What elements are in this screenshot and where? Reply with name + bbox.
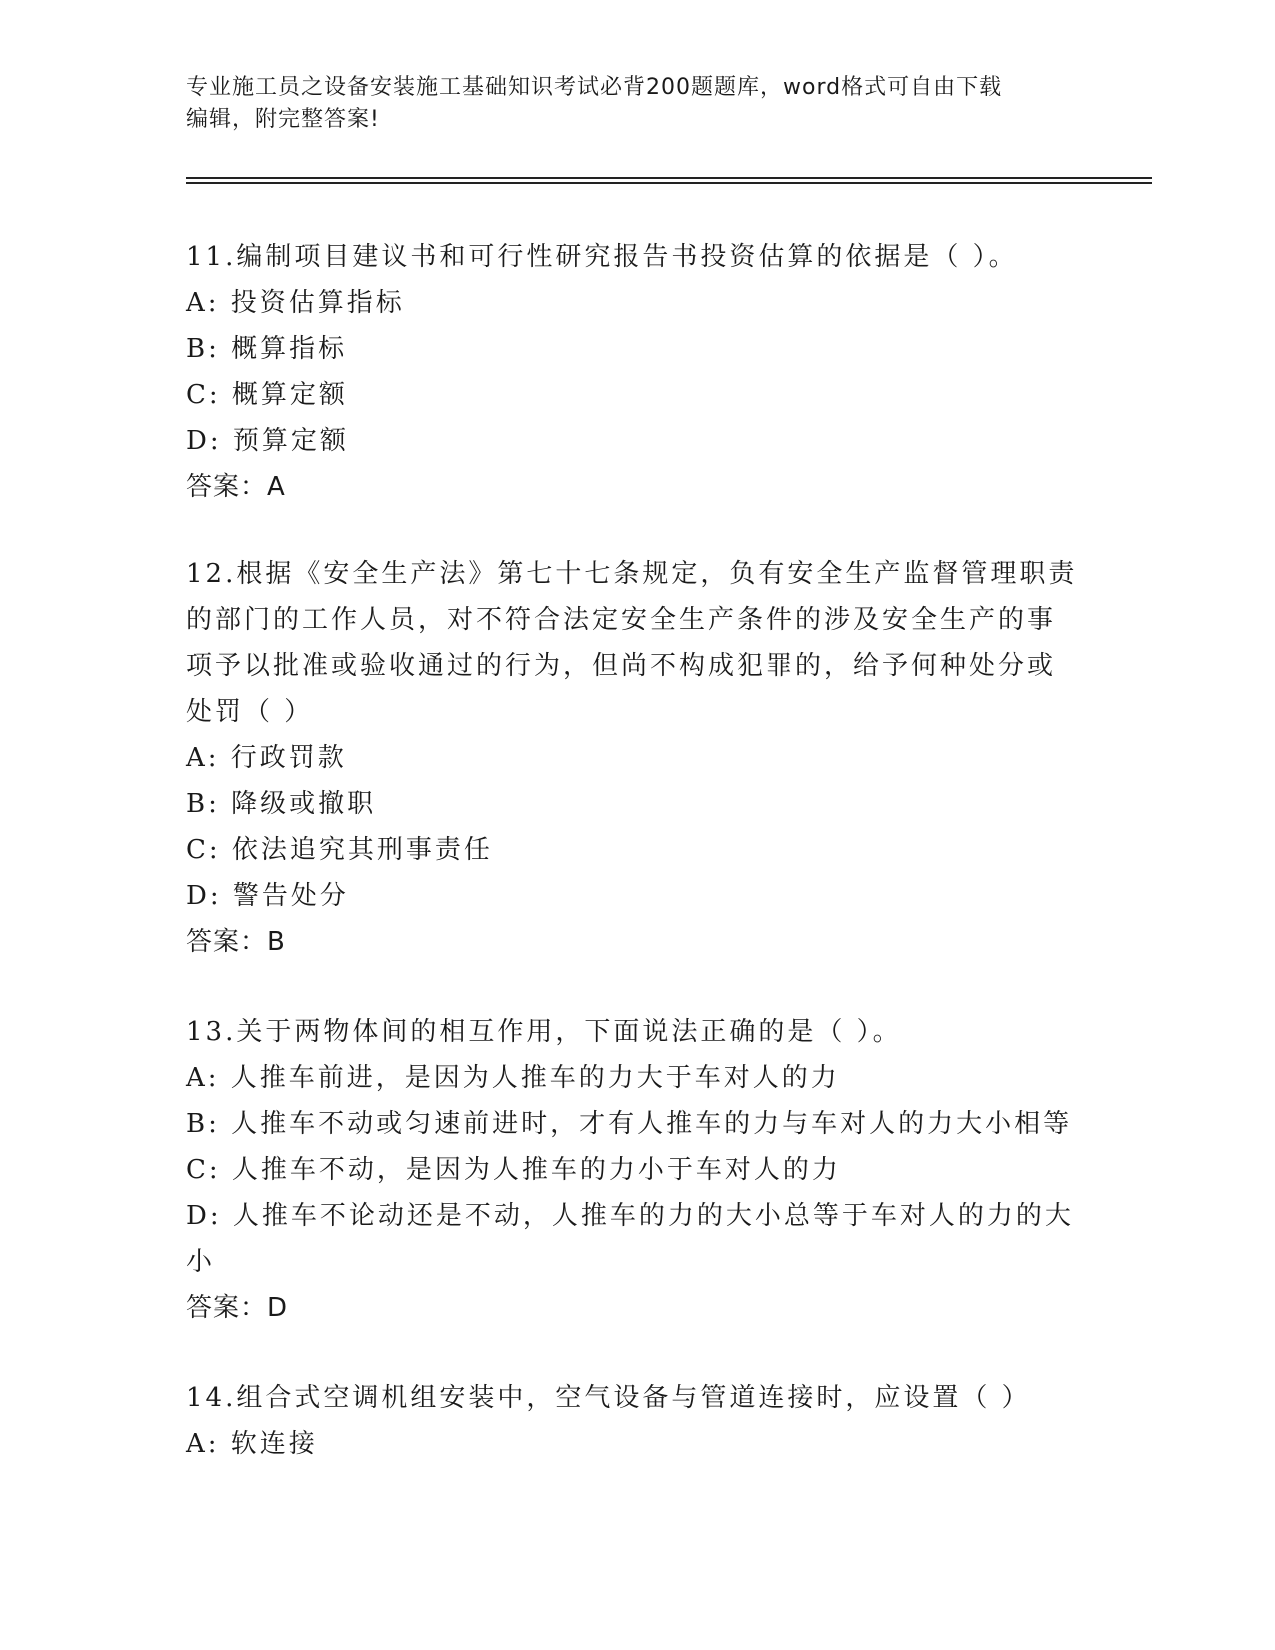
header-rule-top <box>186 177 1152 179</box>
question-13 <box>186 1009 1086 1331</box>
question-stem: 11.编制项目建议书和可行性研究报告书投资估算的依据是（ ）。 <box>186 242 1018 272</box>
option-b: B: 人推车不动或匀速前进时，才有人推车的力与车对人的力大小相等 <box>186 1109 1073 1139</box>
header-rule-bottom <box>186 182 1152 184</box>
question-stem-line-2: 的部门的工作人员，对不符合法定安全生产条件的涉及安全生产的事 <box>186 605 1057 635</box>
option-b: B: 降级或撤职 <box>186 789 377 819</box>
question-14 <box>186 1375 1086 1467</box>
option-d-line-2: 小 <box>186 1247 216 1277</box>
option-a: A: 行政罚款 <box>186 743 347 773</box>
option-c: C: 概算定额 <box>186 380 348 410</box>
question-stem: 14.组合式空调机组安装中，空气设备与管道连接时，应设置（ ） <box>186 1383 1031 1413</box>
option-a: A: 人推车前进，是因为人推车的力大于车对人的力 <box>186 1063 840 1093</box>
question-stem-line-1: 12.根据《安全生产法》第七十七条规定，负有安全生产监督管理职责 <box>186 559 1078 589</box>
option-b: B: 概算指标 <box>186 334 348 364</box>
header-line-2: 编辑，附完整答案! <box>186 107 380 132</box>
option-d: D: 警告处分 <box>186 881 349 911</box>
header-line-1: 专业施工员之设备安装施工基础知识考试必背200题题库，word格式可自由下载 <box>186 75 1003 100</box>
option-a: A: 软连接 <box>186 1429 318 1459</box>
option-c: C: 人推车不动，是因为人推车的力小于车对人的力 <box>186 1155 841 1185</box>
question-12 <box>186 551 1086 965</box>
option-d-line-1: D: 人推车不论动还是不动，人推车的力的大小总等于车对人的力的大 <box>186 1201 1074 1231</box>
question-11 <box>186 234 1086 510</box>
option-c: C: 依法追究其刑事责任 <box>186 835 493 865</box>
answer: 答案：A <box>186 472 286 502</box>
question-stem-line-4: 处罚（ ） <box>186 697 314 727</box>
answer: 答案：B <box>186 927 286 957</box>
document-header <box>186 72 1086 136</box>
option-d: D: 预算定额 <box>186 426 349 456</box>
answer: 答案：D <box>186 1293 289 1323</box>
option-a: A: 投资估算指标 <box>186 288 405 318</box>
question-stem-line-3: 项予以批准或验收通过的行为，但尚不构成犯罪的，给予何种处分或 <box>186 651 1057 681</box>
question-stem: 13.关于两物体间的相互作用，下面说法正确的是（ ）。 <box>186 1017 902 1047</box>
